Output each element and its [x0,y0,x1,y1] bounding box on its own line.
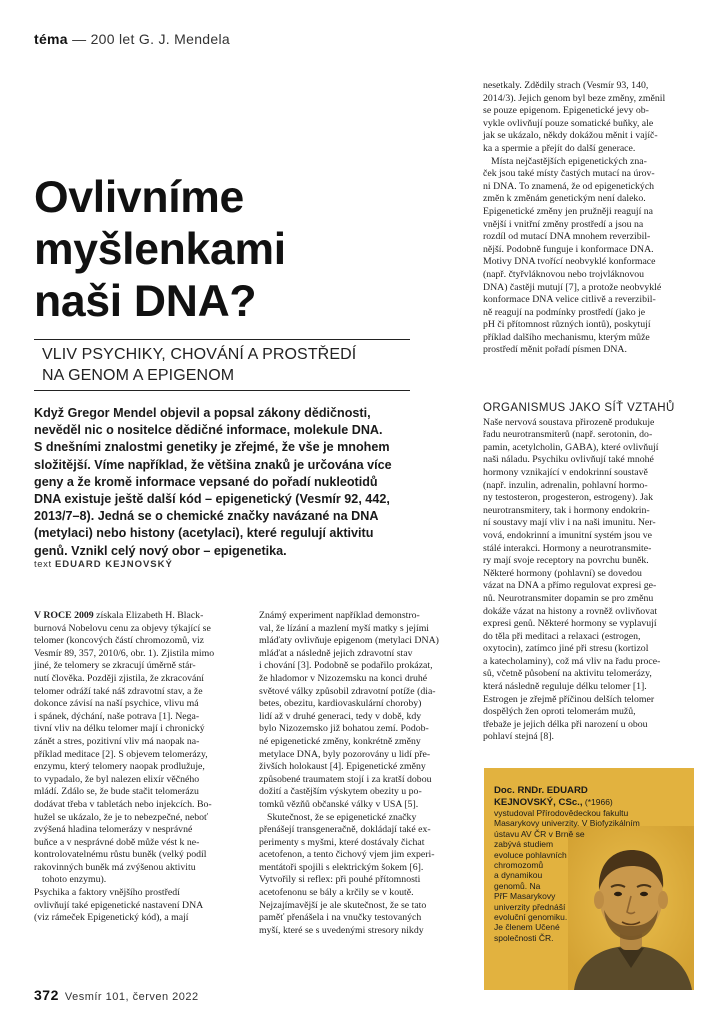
body-line: zvýšená hladina telomerázy v nesprávné [34,824,193,836]
title-line: myšlenkami [34,225,286,274]
body-column-2 [259,610,464,937]
bio-line: Je členem Učené [494,922,560,933]
body-line: naši náladu. Psychiku ovlivňují také mnohé [483,454,654,466]
body-line: způsobené traumatem stojí i za kratší dobou [259,773,432,785]
author-born: (*1966) [582,796,613,807]
body-line: Epigenetické změny jen pružněji reagují na [483,205,654,217]
bio-line: Masarykovy univerzity. V Biofyzikálním [494,818,640,829]
body-line: ka a spermie a přejít do další generace. [483,142,636,154]
lead-line: Když Gregor Mendel objevil a popsal zákony dědičnosti, [34,406,371,420]
body-line: bylo Nizozemsko již bohatou zemí. Podob- [259,723,429,735]
body-line: hormony vznikající v endokrinní soustavě [483,466,648,478]
body-line: pH či přítomnost různých iontů), poskytují [483,319,651,331]
bio-line: vystudoval Přírodovědeckou fakultu [494,808,629,818]
byline-prefix: text [34,559,55,570]
body-line: telomer (koncových částí chromozomů, viz [34,635,205,647]
body-line: mentátoři spojili s elektrickým šokem [6]. [259,861,424,873]
body-line: Motivy DNA tvořící neobvyklé konformace [483,256,656,268]
body-line: metylace DNA, byly pozorovány u lidí pře- [259,748,431,760]
lead-line: genů. Vznikl celý nový obor – epigenetika. [34,543,287,558]
body-line: acetofenon, a tento čichový vjem jim experi- [259,849,435,861]
subtitle-line: VLIV PSYCHIKY, CHOVÁNÍ A PROSTŘEDÍ [42,346,357,363]
body-line: ry mají svoje receptory na povrchu buněk. [483,555,649,567]
body-line: DNA) častěji mutují [7], a protože neobvyklé [483,281,662,293]
body-line: konformace DNA velice citlivě a reverzibil- [483,294,656,306]
body-line: pamin, acetylcholin, GABA), které ovlivňují [483,441,659,453]
body-line: příklad meditace [2]. S objevem telomerázy, [34,748,208,760]
lead-line: geny a že kromě informace vepsané do pořadí nukleotidů [34,474,378,489]
bio-line: PřF Masarykovy [494,891,556,902]
body-line: stálé interakci. Hormony a neurotransmite- [483,542,652,554]
body-line: Některé hormony (pohlavní) se dovedou [483,567,642,579]
body-line: tomků vězňů občanské války v USA [5]. [259,798,419,810]
body-line: (např. čtyřvláknovou nebo trojvláknovou [483,268,645,280]
body-column-3-section [483,402,693,744]
bio-line: chromozomů [494,860,544,871]
bio-line: univerzity přednáší [494,901,566,912]
body-line: zánět a stres, pozitivní vliv má naopak na- [34,735,200,747]
body-line: enzymu, který telomery naopak prodlužuje, [34,761,205,773]
byline-author: EDUARD KEJNOVSKÝ [54,559,173,570]
lead-line: DNA existuje ještě další kód – epigenetický (Vesmír 92, 442, [34,492,390,507]
page-number: 372 [34,987,59,1003]
body-line: tivní vliv na délku telomer mají i chronický [34,723,205,735]
bio-line: ústavu AV ČR v Brně se [494,828,585,839]
author-name-text: KEJNOVSKÝ, CSc., [494,796,583,808]
body-line: se pouze epigenom. Epigenetické jevy ob- [483,105,649,117]
body-line: změn k změnám genetickým není daleko. [483,193,646,205]
issue-info: Vesmír 101, červen 2022 [64,991,199,1003]
body-line: paměť přenášela i na vnučky testovaných [259,912,422,924]
body-line: perimenty s myšmi, které dostávaly čichat [259,836,425,848]
body-line: rakovinných buněk má zvýšenou aktivitu [34,861,196,873]
body-line: expresi genů. Některé hormony se vyplavují [483,618,657,630]
body-line: Vesmír 89, 357, 2010/6, obr. 1). Zjistila mimo [34,647,215,659]
section-heading: ORGANISMUS JAKO SÍŤ VZTAHŮ [483,402,675,414]
body-line: příklad dalšího mechanismu, kterým může [483,331,650,343]
body-line: nesetkaly. Zdědily strach (Vesmír 93, 140, [483,80,649,91]
lead-line: 2013/7–8). Jedná se o chemické značky navázané na DNA [34,509,379,524]
body-line: do těla při meditaci a relaxaci (estrogen, [483,630,641,642]
body-line: řadu neurotransmiterů (např. serotonin, do- [483,429,653,441]
article-subtitle [34,339,410,391]
body-line: myší, které se s uvedenými stresory nikdy [259,924,424,936]
body-line: hužel se ukázalo, že je to nebezpečné, neboť [34,811,209,823]
header-topic: 200 let G. J. Mendela [90,31,230,47]
drop-lead: V ROCE 2009 [34,610,94,621]
body-line: ně reagují na podmínky prostředí (jako je [483,306,646,318]
body-line: lidí až v druhé generaci, tedy v době, kdy [259,710,422,722]
bio-line: genomů. Na [494,880,541,891]
title-line: Ovlivníme [34,173,245,222]
header-separator: — [67,31,91,47]
author-name-line: Doc. RNDr. EDUARD [494,785,588,796]
article-title [34,172,434,328]
body-line: né epigenetické změny, konkrétně změny [259,735,421,747]
body-line: světové války způsobil zdravotní potíže (dia- [259,685,436,697]
body-line: ni DNA. To znamená, že od epigenetických [483,180,655,192]
body-line: dokáže vázat na histony a rovněž ovlivňovat [483,605,658,617]
body-line: která následně reguluje délku telomer [1]. [483,681,647,693]
title-line: naši DNA? [34,277,257,326]
lead-line: (metylaci) nebo histony (acetylaci), které regulují aktivitu [34,526,374,541]
body-line: třebaže je jejich délka při narození u obou [483,718,648,730]
body-line: že hladomor v Nizozemsku na konci druhé [259,672,428,684]
bio-line: zabývá studiem [494,839,554,850]
body-line: Místa nejčastějších epigenetických zna- [491,155,647,167]
lead-line: nevěděl nic o nositelce dědičné informace, molekule DNA. [34,423,383,438]
body-line: 2014/3). Jejich genom byl beze změny, změnil [483,92,666,104]
body-line: živších holokaust [4]. Epigenetické změny [259,761,426,773]
author-bio [494,785,640,943]
body-line: rozdíl od mutací DNA mnohem reverzibil- [483,231,651,243]
body-line: prostředí měnit pořadí písmen DNA. [483,344,627,356]
lead-line: složitější. Víme například, že většina znaků je určována více [34,457,392,472]
body-line: nů. Neurotransmiter dopamin se pro změnu [483,592,654,604]
body-line: Vytvořily si reflex: při pouhé přítomnosti [259,874,421,886]
body-line: mláďat a následně jejich zdravotní stav [259,647,413,659]
body-line: oxytocin), zatímco jiné při stresu (kortizol [483,643,649,655]
body-line: Známý experiment například demonstro- [259,610,420,621]
body-line: tohoto enzymu). [42,874,107,886]
body-line: burnová Nobelovu cenu za objevy týkající se [34,622,211,634]
body-line: Estrogen je zřejmě příčinou delších telomer [483,693,655,705]
bio-line: evoluční genomiku. [494,912,568,923]
body-line: jak se ukázalo, někdy dokážou měnit i vajíč- [483,130,658,142]
body-line: jiné, že telomery se zkracují úměrně stár- [34,660,196,672]
body-line: sů, včetně působení na aktivitu telomerázy, [483,668,652,680]
body-line: mláďaty ovlivňuje epigenom (metylaci DNA) [259,635,439,647]
body-line: vnější i vnitřní změny prostředí a jsou na [483,218,644,230]
article-lead [34,405,418,560]
body-line: mládí. Zdálo se, že bude stačit telomerázu [34,786,199,798]
body-line: vykle ovlivňují pouze somatické buňky, ale [483,117,654,129]
byline [34,559,173,570]
body-line: betes, obezitu, kardiovaskulární choroby) [259,698,422,710]
bio-line: evoluce pohlavních [494,849,567,860]
bio-line: a dynamikou [494,870,543,881]
body-column-1 [34,610,239,925]
body-line [34,610,239,623]
body-line: ovlivňují také epigenetické nastavení DNA [34,899,204,911]
body-line: (viz rámeček Epigenetický kód), a mají [34,912,189,924]
body-line: přenášejí transgeneračně, dokládají také ex- [259,824,431,836]
body-line: telomer odráží také náš zdravotní stav, a že [34,685,203,697]
bio-line: společnosti ČR. [494,932,554,943]
body-line: nější. Podobně funguje i konformace DNA. [483,243,654,255]
body-line-rest: získala Elizabeth H. Black- [93,610,204,621]
body-line: Psychika a faktory vnějšího prostředí [34,887,180,899]
body-line: dožití a častějším výskytem obezity u po- [259,786,422,798]
body-line: i chování [3]. Podobně se podařilo prokázat, [259,660,433,672]
running-header [34,31,230,47]
body-line: to vypadalo, že byl nalezen elixír věčného [34,773,200,785]
body-line: Naše nervová soustava přirozeně produkuje [483,416,655,428]
body-line: pohlaví stejná [8]. [483,731,555,743]
body-line: acetofenonu se bály a krčily se v koutě. [259,887,414,899]
body-line: Skutečnost, že se epigenetické značky [267,811,417,823]
body-line: val, že lízání a mazlení myší matky s jejími [259,622,430,634]
body-line: vová, endokrinní a imunitní systém jsou ve [483,529,652,541]
page-footer [34,987,199,1003]
body-line: ny testosteron, progesteron, estrogeny). Jak [483,492,654,504]
body-line: ček jsou také místy častých mutací na úrov- [483,168,655,180]
author-name-line [494,796,613,809]
body-line: dospělých žen oproti telomerám mužů, [483,706,636,718]
body-line: dokonce závisí na naší psychice, vlivu má [34,698,199,710]
body-line: Nejzajímavější je ale skutečnost, že se tato [259,899,427,911]
subtitle-line: NA GENOM A EPIGENOM [42,367,235,384]
body-line: kontrolovatelnému růstu buněk (velký podíl [34,849,207,861]
body-line: neurotransmitery, tak i hormony endokrin- [483,504,650,516]
body-line: (např. inzulin, adrenalin, pohlavní hormo- [483,479,648,491]
body-line: i spánek, dýchání, naše potrava [1]. Nega- [34,710,200,722]
section-label: téma [34,31,68,47]
lead-line: S dnešními znalostmi genetiky je zřejmé, že vše je mnohem [34,440,390,455]
body-line: dodávat třeba v tabletách nebo injekcích. Bo- [34,798,212,810]
body-line: a katecholaminy), což má vliv na řadu proce- [483,655,661,667]
body-line: nutí člověka. Později zjistila, že zkracování [34,672,205,684]
body-line: ní soustavy mají vliv i na naši imunitu. Ner- [483,517,656,529]
body-column-3 [483,80,693,357]
body-line: buňce a v nesprávné době může vést k ne- [34,836,200,848]
body-line: vázat na DNA a přímo regulovat expresi ge- [483,580,657,592]
